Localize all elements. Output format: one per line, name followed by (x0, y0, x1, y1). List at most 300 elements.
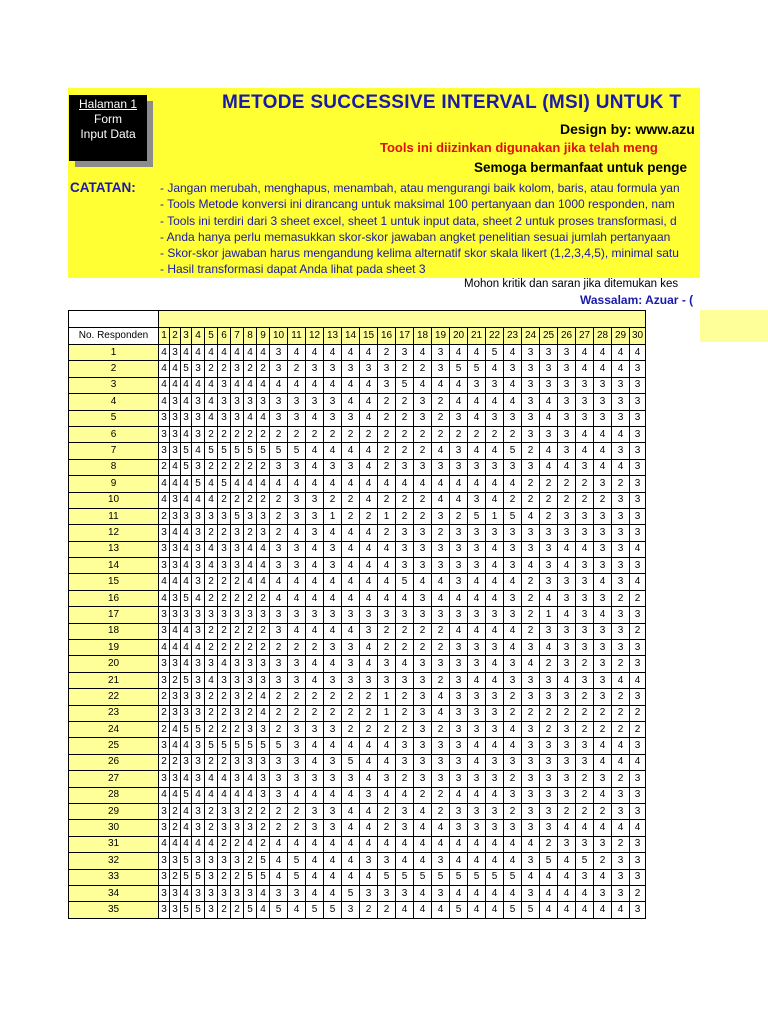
score-cell[interactable]: 4 (486, 787, 504, 803)
score-cell[interactable]: 3 (270, 754, 288, 770)
score-cell[interactable]: 4 (594, 574, 612, 590)
score-cell[interactable]: 4 (576, 541, 594, 557)
score-cell[interactable]: 4 (205, 476, 218, 492)
score-cell[interactable]: 4 (486, 590, 504, 606)
score-cell[interactable]: 3 (396, 803, 414, 819)
score-cell[interactable]: 4 (181, 426, 192, 442)
score-cell[interactable]: 3 (192, 885, 205, 901)
score-cell[interactable]: 4 (205, 394, 218, 410)
score-cell[interactable]: 4 (306, 885, 324, 901)
score-cell[interactable]: 3 (192, 508, 205, 524)
score-cell[interactable]: 3 (414, 721, 432, 737)
score-cell[interactable]: 4 (468, 345, 486, 361)
score-cell[interactable]: 5 (257, 738, 270, 754)
score-cell[interactable]: 3 (396, 754, 414, 770)
score-cell[interactable]: 2 (244, 853, 257, 869)
score-cell[interactable]: 4 (170, 476, 181, 492)
score-cell[interactable]: 3 (159, 607, 170, 623)
score-cell[interactable]: 4 (558, 902, 576, 918)
score-cell[interactable]: 2 (468, 426, 486, 442)
score-cell[interactable]: 4 (324, 590, 342, 606)
score-cell[interactable]: 1 (378, 705, 396, 721)
score-cell[interactable]: 3 (558, 787, 576, 803)
score-cell[interactable]: 2 (630, 590, 646, 606)
score-cell[interactable]: 4 (306, 836, 324, 852)
score-cell[interactable]: 4 (378, 754, 396, 770)
score-cell[interactable]: 2 (218, 361, 231, 377)
score-cell[interactable]: 2 (231, 902, 244, 918)
score-cell[interactable]: 4 (414, 803, 432, 819)
score-cell[interactable]: 3 (558, 525, 576, 541)
score-cell[interactable]: 2 (378, 459, 396, 475)
score-cell[interactable]: 4 (181, 885, 192, 901)
score-cell[interactable]: 3 (170, 410, 181, 426)
score-cell[interactable]: 5 (396, 377, 414, 393)
score-cell[interactable]: 3 (432, 607, 450, 623)
score-cell[interactable]: 3 (594, 476, 612, 492)
score-cell[interactable]: 3 (504, 607, 522, 623)
score-cell[interactable]: 3 (522, 754, 540, 770)
score-cell[interactable]: 5 (486, 869, 504, 885)
score-cell[interactable]: 5 (181, 361, 192, 377)
score-cell[interactable]: 3 (594, 508, 612, 524)
score-cell[interactable]: 2 (378, 443, 396, 459)
score-cell[interactable]: 2 (205, 361, 218, 377)
score-cell[interactable]: 3 (324, 541, 342, 557)
score-cell[interactable]: 3 (540, 525, 558, 541)
score-cell[interactable]: 4 (231, 787, 244, 803)
score-cell[interactable]: 4 (324, 656, 342, 672)
score-cell[interactable]: 3 (218, 607, 231, 623)
score-cell[interactable]: 4 (504, 738, 522, 754)
score-cell[interactable]: 4 (504, 574, 522, 590)
score-cell[interactable]: 2 (630, 721, 646, 737)
score-cell[interactable]: 4 (612, 754, 630, 770)
score-cell[interactable]: 3 (396, 558, 414, 574)
score-cell[interactable]: 3 (306, 803, 324, 819)
score-cell[interactable]: 4 (594, 754, 612, 770)
score-cell[interactable]: 4 (342, 377, 360, 393)
score-cell[interactable]: 2 (396, 410, 414, 426)
score-cell[interactable]: 3 (576, 640, 594, 656)
score-cell[interactable]: 2 (576, 787, 594, 803)
score-cell[interactable]: 3 (378, 377, 396, 393)
score-cell[interactable]: 3 (414, 459, 432, 475)
score-cell[interactable]: 3 (257, 607, 270, 623)
score-cell[interactable]: 3 (576, 607, 594, 623)
score-cell[interactable]: 4 (468, 853, 486, 869)
score-cell[interactable]: 4 (257, 885, 270, 901)
score-cell[interactable]: 3 (270, 558, 288, 574)
score-cell[interactable]: 4 (594, 361, 612, 377)
score-cell[interactable]: 2 (612, 721, 630, 737)
score-cell[interactable]: 2 (205, 754, 218, 770)
score-cell[interactable]: 5 (540, 853, 558, 869)
score-cell[interactable]: 3 (159, 525, 170, 541)
score-cell[interactable]: 3 (324, 820, 342, 836)
score-cell[interactable]: 2 (205, 590, 218, 606)
score-cell[interactable]: 5 (181, 721, 192, 737)
score-cell[interactable]: 3 (630, 476, 646, 492)
score-cell[interactable]: 2 (342, 492, 360, 508)
score-cell[interactable]: 2 (414, 443, 432, 459)
score-cell[interactable]: 3 (231, 705, 244, 721)
score-cell[interactable]: 4 (360, 869, 378, 885)
score-cell[interactable]: 4 (181, 656, 192, 672)
score-cell[interactable]: 2 (558, 492, 576, 508)
score-cell[interactable]: 3 (324, 721, 342, 737)
score-cell[interactable]: 4 (450, 623, 468, 639)
score-cell[interactable]: 4 (218, 771, 231, 787)
score-cell[interactable]: 2 (257, 820, 270, 836)
score-cell[interactable]: 3 (205, 508, 218, 524)
score-cell[interactable]: 5 (257, 443, 270, 459)
score-cell[interactable]: 3 (576, 508, 594, 524)
score-cell[interactable]: 3 (170, 508, 181, 524)
score-cell[interactable]: 4 (342, 476, 360, 492)
score-cell[interactable]: 4 (630, 672, 646, 688)
score-cell[interactable]: 4 (468, 754, 486, 770)
score-cell[interactable]: 3 (378, 853, 396, 869)
score-cell[interactable]: 3 (576, 558, 594, 574)
score-cell[interactable]: 3 (432, 508, 450, 524)
score-cell[interactable]: 2 (360, 902, 378, 918)
score-cell[interactable]: 4 (270, 377, 288, 393)
score-cell[interactable]: 3 (468, 541, 486, 557)
score-cell[interactable]: 4 (244, 410, 257, 426)
score-cell[interactable]: 4 (342, 590, 360, 606)
score-cell[interactable]: 5 (231, 738, 244, 754)
score-cell[interactable]: 2 (288, 820, 306, 836)
score-cell[interactable]: 3 (170, 426, 181, 442)
score-cell[interactable]: 4 (378, 836, 396, 852)
score-cell[interactable]: 3 (192, 771, 205, 787)
score-cell[interactable]: 3 (192, 738, 205, 754)
score-cell[interactable]: 5 (181, 443, 192, 459)
score-cell[interactable]: 4 (486, 394, 504, 410)
score-cell[interactable]: 3 (522, 525, 540, 541)
score-cell[interactable]: 3 (244, 656, 257, 672)
score-cell[interactable]: 2 (324, 492, 342, 508)
score-cell[interactable]: 4 (324, 853, 342, 869)
score-cell[interactable]: 2 (612, 476, 630, 492)
score-cell[interactable]: 4 (522, 558, 540, 574)
score-cell[interactable]: 3 (205, 656, 218, 672)
score-cell[interactable]: 3 (414, 558, 432, 574)
score-cell[interactable]: 3 (468, 803, 486, 819)
score-cell[interactable]: 2 (504, 426, 522, 442)
score-cell[interactable]: 2 (378, 803, 396, 819)
score-cell[interactable]: 3 (159, 820, 170, 836)
score-cell[interactable]: 3 (612, 623, 630, 639)
score-cell[interactable]: 4 (288, 590, 306, 606)
score-cell[interactable]: 3 (630, 492, 646, 508)
score-cell[interactable]: 4 (342, 394, 360, 410)
score-cell[interactable]: 3 (576, 623, 594, 639)
score-cell[interactable]: 3 (170, 689, 181, 705)
score-cell[interactable]: 5 (192, 476, 205, 492)
score-cell[interactable]: 4 (342, 574, 360, 590)
score-cell[interactable]: 3 (540, 787, 558, 803)
score-cell[interactable]: 3 (414, 394, 432, 410)
score-cell[interactable]: 5 (450, 902, 468, 918)
score-cell[interactable]: 3 (396, 525, 414, 541)
score-cell[interactable]: 3 (231, 803, 244, 819)
score-cell[interactable]: 2 (231, 459, 244, 475)
score-cell[interactable]: 3 (468, 607, 486, 623)
score-cell[interactable]: 3 (432, 656, 450, 672)
score-cell[interactable]: 3 (257, 394, 270, 410)
score-cell[interactable]: 3 (576, 738, 594, 754)
score-cell[interactable]: 4 (324, 738, 342, 754)
score-cell[interactable]: 4 (504, 853, 522, 869)
score-cell[interactable]: 5 (396, 574, 414, 590)
score-cell[interactable]: 4 (181, 492, 192, 508)
score-cell[interactable]: 5 (504, 508, 522, 524)
score-cell[interactable]: 3 (342, 672, 360, 688)
score-cell[interactable]: 4 (594, 459, 612, 475)
score-cell[interactable]: 5 (432, 869, 450, 885)
score-cell[interactable]: 3 (468, 656, 486, 672)
score-cell[interactable]: 3 (612, 558, 630, 574)
score-cell[interactable]: 3 (612, 492, 630, 508)
score-cell[interactable]: 3 (342, 410, 360, 426)
score-cell[interactable]: 2 (170, 820, 181, 836)
score-cell[interactable]: 3 (378, 361, 396, 377)
score-cell[interactable]: 3 (288, 394, 306, 410)
score-cell[interactable]: 2 (342, 508, 360, 524)
score-cell[interactable]: 5 (205, 443, 218, 459)
score-cell[interactable]: 4 (181, 803, 192, 819)
score-cell[interactable]: 3 (612, 853, 630, 869)
score-cell[interactable]: 2 (231, 492, 244, 508)
score-cell[interactable]: 4 (170, 361, 181, 377)
score-cell[interactable]: 3 (270, 656, 288, 672)
score-cell[interactable]: 3 (205, 853, 218, 869)
score-cell[interactable]: 2 (306, 426, 324, 442)
score-cell[interactable]: 3 (450, 705, 468, 721)
score-cell[interactable]: 3 (576, 574, 594, 590)
score-cell[interactable]: 3 (192, 656, 205, 672)
score-cell[interactable]: 5 (450, 361, 468, 377)
score-cell[interactable]: 5 (504, 443, 522, 459)
score-cell[interactable]: 4 (468, 590, 486, 606)
score-cell[interactable]: 3 (486, 721, 504, 737)
score-cell[interactable]: 5 (244, 869, 257, 885)
score-cell[interactable]: 2 (396, 689, 414, 705)
score-cell[interactable]: 3 (360, 623, 378, 639)
score-cell[interactable]: 4 (594, 902, 612, 918)
score-cell[interactable]: 2 (257, 623, 270, 639)
score-cell[interactable]: 3 (218, 853, 231, 869)
score-cell[interactable]: 3 (170, 443, 181, 459)
score-cell[interactable]: 4 (504, 345, 522, 361)
score-cell[interactable]: 4 (432, 590, 450, 606)
score-cell[interactable]: 3 (324, 394, 342, 410)
score-cell[interactable]: 4 (306, 443, 324, 459)
score-cell[interactable]: 3 (486, 705, 504, 721)
score-cell[interactable]: 3 (288, 541, 306, 557)
score-cell[interactable]: 3 (540, 820, 558, 836)
score-cell[interactable]: 4 (159, 574, 170, 590)
score-cell[interactable]: 3 (468, 525, 486, 541)
score-cell[interactable]: 4 (360, 476, 378, 492)
score-cell[interactable]: 3 (396, 820, 414, 836)
score-cell[interactable]: 3 (486, 803, 504, 819)
score-cell[interactable]: 2 (170, 869, 181, 885)
score-cell[interactable]: 4 (288, 574, 306, 590)
score-cell[interactable]: 2 (170, 803, 181, 819)
score-cell[interactable]: 4 (218, 787, 231, 803)
score-cell[interactable]: 3 (432, 558, 450, 574)
score-cell[interactable]: 3 (558, 623, 576, 639)
score-cell[interactable]: 4 (396, 902, 414, 918)
score-cell[interactable]: 2 (576, 476, 594, 492)
score-cell[interactable]: 4 (432, 443, 450, 459)
score-cell[interactable]: 5 (231, 508, 244, 524)
score-cell[interactable]: 3 (170, 853, 181, 869)
score-cell[interactable]: 4 (360, 656, 378, 672)
score-cell[interactable]: 3 (159, 885, 170, 901)
score-cell[interactable]: 3 (342, 459, 360, 475)
score-cell[interactable]: 3 (360, 672, 378, 688)
score-cell[interactable]: 2 (306, 689, 324, 705)
score-cell[interactable]: 3 (450, 525, 468, 541)
score-cell[interactable]: 3 (432, 345, 450, 361)
score-cell[interactable]: 2 (612, 656, 630, 672)
score-cell[interactable]: 4 (396, 590, 414, 606)
score-cell[interactable]: 5 (218, 476, 231, 492)
score-cell[interactable]: 4 (170, 787, 181, 803)
score-cell[interactable]: 3 (558, 394, 576, 410)
score-cell[interactable]: 3 (630, 361, 646, 377)
score-cell[interactable]: 2 (486, 426, 504, 442)
score-cell[interactable]: 3 (468, 558, 486, 574)
score-cell[interactable]: 4 (342, 443, 360, 459)
score-cell[interactable]: 2 (594, 492, 612, 508)
score-cell[interactable]: 2 (378, 492, 396, 508)
score-cell[interactable]: 3 (378, 771, 396, 787)
score-cell[interactable]: 3 (558, 656, 576, 672)
score-cell[interactable]: 4 (576, 820, 594, 836)
score-cell[interactable]: 2 (231, 640, 244, 656)
score-cell[interactable]: 4 (432, 377, 450, 393)
score-cell[interactable]: 3 (396, 672, 414, 688)
score-cell[interactable]: 4 (205, 672, 218, 688)
score-cell[interactable]: 2 (205, 803, 218, 819)
score-cell[interactable]: 3 (324, 459, 342, 475)
score-cell[interactable]: 5 (522, 902, 540, 918)
score-cell[interactable]: 2 (218, 623, 231, 639)
score-cell[interactable]: 4 (205, 787, 218, 803)
score-cell[interactable]: 3 (360, 853, 378, 869)
score-cell[interactable]: 4 (360, 820, 378, 836)
score-cell[interactable]: 3 (450, 803, 468, 819)
score-cell[interactable]: 2 (244, 590, 257, 606)
score-cell[interactable]: 2 (414, 508, 432, 524)
score-cell[interactable]: 3 (594, 525, 612, 541)
score-cell[interactable]: 4 (306, 656, 324, 672)
score-cell[interactable]: 3 (540, 672, 558, 688)
score-cell[interactable]: 4 (414, 476, 432, 492)
score-cell[interactable]: 3 (159, 541, 170, 557)
score-cell[interactable]: 4 (181, 574, 192, 590)
score-cell[interactable]: 4 (192, 640, 205, 656)
score-cell[interactable]: 5 (181, 672, 192, 688)
score-cell[interactable]: 2 (432, 394, 450, 410)
score-cell[interactable]: 4 (360, 558, 378, 574)
score-cell[interactable]: 4 (257, 705, 270, 721)
score-cell[interactable]: 3 (181, 410, 192, 426)
score-cell[interactable]: 5 (181, 459, 192, 475)
score-cell[interactable]: 2 (504, 771, 522, 787)
score-cell[interactable]: 3 (630, 836, 646, 852)
score-cell[interactable]: 3 (540, 574, 558, 590)
score-cell[interactable]: 4 (540, 443, 558, 459)
score-cell[interactable]: 3 (540, 541, 558, 557)
score-cell[interactable]: 2 (342, 721, 360, 737)
score-cell[interactable]: 3 (594, 656, 612, 672)
score-cell[interactable]: 3 (522, 410, 540, 426)
score-cell[interactable]: 2 (288, 689, 306, 705)
score-cell[interactable]: 3 (181, 607, 192, 623)
score-cell[interactable]: 2 (205, 459, 218, 475)
score-cell[interactable]: 3 (231, 885, 244, 901)
score-cell[interactable]: 3 (205, 869, 218, 885)
score-cell[interactable]: 3 (257, 525, 270, 541)
score-cell[interactable]: 5 (181, 869, 192, 885)
score-cell[interactable]: 5 (288, 869, 306, 885)
score-cell[interactable]: 2 (159, 705, 170, 721)
score-cell[interactable]: 4 (486, 656, 504, 672)
score-cell[interactable]: 3 (231, 853, 244, 869)
score-cell[interactable]: 2 (432, 623, 450, 639)
score-cell[interactable]: 3 (504, 558, 522, 574)
score-cell[interactable]: 4 (360, 525, 378, 541)
score-cell[interactable]: 2 (396, 426, 414, 442)
score-cell[interactable]: 2 (378, 623, 396, 639)
score-cell[interactable]: 2 (540, 721, 558, 737)
score-cell[interactable]: 4 (432, 705, 450, 721)
score-cell[interactable]: 3 (257, 771, 270, 787)
score-cell[interactable]: 3 (342, 656, 360, 672)
score-cell[interactable]: 3 (378, 607, 396, 623)
score-cell[interactable]: 5 (270, 738, 288, 754)
score-cell[interactable]: 3 (558, 721, 576, 737)
score-cell[interactable]: 4 (486, 443, 504, 459)
score-cell[interactable]: 4 (450, 492, 468, 508)
score-cell[interactable]: 4 (558, 459, 576, 475)
score-cell[interactable]: 2 (231, 721, 244, 737)
score-cell[interactable]: 3 (630, 640, 646, 656)
score-cell[interactable]: 2 (576, 771, 594, 787)
score-cell[interactable]: 3 (450, 738, 468, 754)
score-cell[interactable]: 4 (192, 345, 205, 361)
score-cell[interactable]: 3 (378, 672, 396, 688)
score-cell[interactable]: 3 (450, 443, 468, 459)
score-cell[interactable]: 3 (192, 607, 205, 623)
score-cell[interactable]: 3 (558, 410, 576, 426)
score-cell[interactable]: 4 (231, 345, 244, 361)
score-cell[interactable]: 4 (231, 377, 244, 393)
score-cell[interactable]: 3 (558, 738, 576, 754)
score-cell[interactable]: 4 (324, 787, 342, 803)
score-cell[interactable]: 5 (396, 869, 414, 885)
score-cell[interactable]: 4 (378, 590, 396, 606)
score-cell[interactable]: 4 (181, 394, 192, 410)
score-cell[interactable]: 2 (612, 705, 630, 721)
score-cell[interactable]: 3 (170, 885, 181, 901)
